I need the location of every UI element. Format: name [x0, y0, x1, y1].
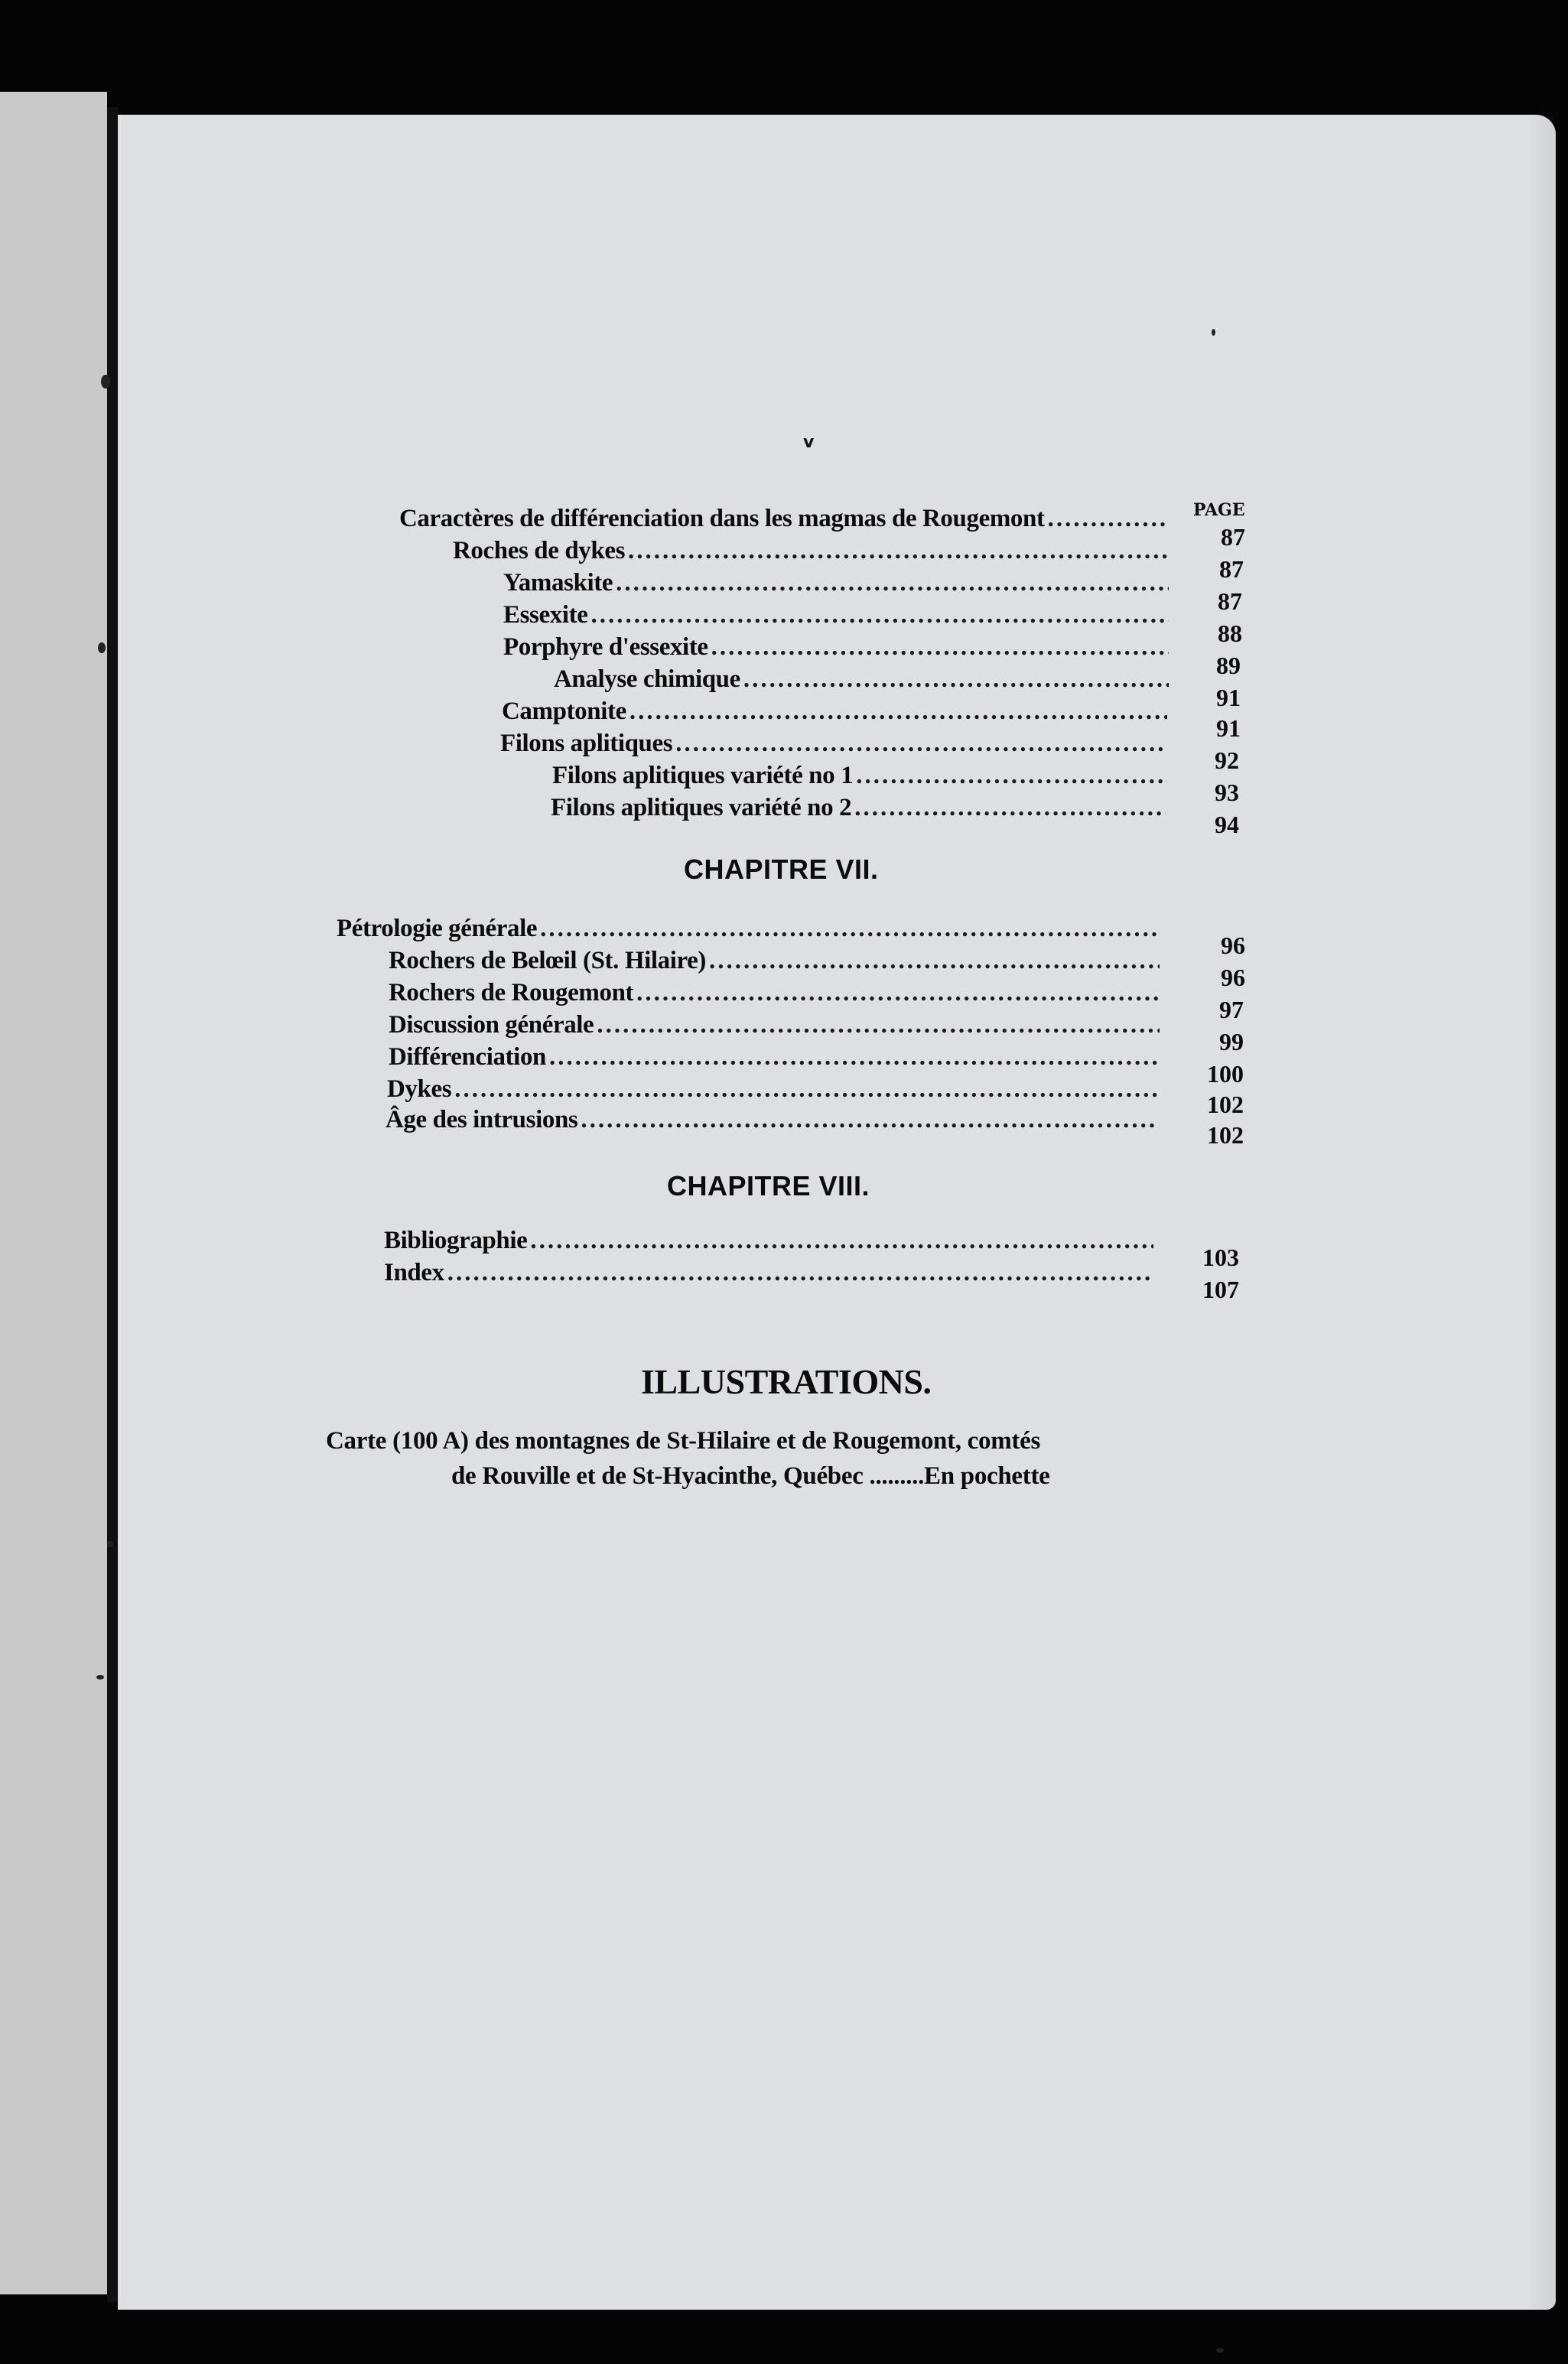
page-column-label: PAGE [1193, 500, 1245, 520]
dot-leader [856, 762, 1167, 790]
dot-leader [597, 1011, 1160, 1039]
scan-speck [1212, 329, 1215, 336]
toc-entry [387, 1075, 1161, 1109]
dot-leader [447, 1259, 1153, 1287]
toc-entry-page: 97 [1219, 996, 1244, 1023]
toc-entry-page: 99 [1219, 1028, 1244, 1055]
toc-entry-page: 100 [1207, 1060, 1244, 1088]
dot-leader [675, 730, 1167, 758]
toc-entry-label: Filons aplitiques variété no 1 [552, 762, 854, 789]
roman-page-number: v [803, 433, 815, 452]
toc-entry-page: 91 [1216, 714, 1241, 742]
toc-entry-label: Filons aplitiques variété no 2 [551, 794, 852, 821]
toc-entry-label: Dykes [387, 1075, 452, 1103]
dot-leader [590, 601, 1169, 629]
toc-entry-page: 96 [1221, 932, 1245, 959]
dot-leader [581, 1106, 1158, 1134]
toc-entry [503, 569, 1172, 603]
dot-leader [743, 665, 1169, 694]
toc-entry-label: Différenciation [389, 1043, 547, 1071]
toc-entry-page: 89 [1216, 652, 1241, 679]
chapter-heading: CHAPITRE VII. [684, 854, 879, 885]
dot-leader [629, 697, 1167, 726]
illustration-entry-line-1: Carte (100 A) des montagnes de St-Hilaire et de Rougemont, comtés [326, 1427, 1040, 1455]
toc-entry-label: Roches de dykes [453, 537, 626, 564]
facing-page-edge [0, 92, 107, 2294]
document-page [118, 115, 1556, 2310]
dot-leader [854, 794, 1166, 822]
toc-entry [389, 1011, 1163, 1045]
toc-entry-page: 93 [1215, 779, 1239, 806]
toc-entry-page: 103 [1202, 1244, 1239, 1271]
toc-entry-label: Caractères de différenciation dans les magmas de Rougemont [399, 505, 1045, 532]
toc-entry [453, 537, 1172, 571]
toc-entry [385, 1106, 1161, 1140]
binding-mark [101, 375, 110, 389]
toc-entry-label: Essexite [503, 601, 588, 629]
toc-entry-label: Yamaskite [503, 569, 613, 597]
chapter-heading: CHAPITRE VIII. [667, 1170, 870, 1202]
toc-entry-page: 87 [1219, 555, 1244, 583]
toc-entry-page: 94 [1215, 811, 1239, 838]
illustration-entry-line-2: de Rouville et de St-Hyacinthe, Québec .........En pochette [451, 1462, 1050, 1490]
toc-entry [389, 979, 1163, 1013]
binding-mark [107, 1541, 113, 1547]
toc-entry [384, 1259, 1156, 1293]
dot-leader [628, 537, 1169, 565]
toc-entry [552, 762, 1170, 795]
toc-entry [503, 601, 1172, 635]
toc-entry [399, 505, 1172, 538]
toc-entry [500, 730, 1170, 763]
book-spine [107, 107, 118, 2302]
toc-entry [554, 665, 1172, 699]
toc-entry-page: 92 [1215, 746, 1239, 774]
toc-entry-label: Analyse chimique [554, 665, 740, 693]
toc-entry-label: Camptonite [502, 697, 626, 725]
dot-leader [549, 1043, 1160, 1071]
toc-entry-page: 87 [1221, 523, 1245, 551]
dot-leader [454, 1075, 1158, 1104]
toc-entry [389, 947, 1163, 980]
toc-entry [503, 633, 1172, 667]
toc-entry [384, 1227, 1156, 1260]
toc-entry-page: 107 [1202, 1276, 1239, 1303]
binding-mark [98, 642, 106, 653]
toc-entry-page: 102 [1207, 1121, 1244, 1149]
toc-entry-page: 88 [1218, 619, 1242, 647]
toc-entry-page: 87 [1218, 587, 1242, 615]
page-edge-shadow [1525, 115, 1556, 2310]
toc-entry [502, 697, 1170, 731]
dot-leader [711, 633, 1169, 662]
dot-leader [616, 569, 1169, 597]
toc-entry-label: Porphyre d'essexite [503, 633, 708, 661]
toc-entry-label: Rochers de Rougemont [389, 979, 634, 1006]
scan-speck [1216, 2348, 1224, 2353]
dot-leader [1048, 505, 1169, 533]
toc-entry-page: 96 [1221, 964, 1245, 991]
toc-entry [389, 1043, 1163, 1077]
dot-leader [530, 1227, 1153, 1255]
illustrations-heading: ILLUSTRATIONS. [641, 1362, 932, 1401]
dot-leader [636, 979, 1160, 1007]
toc-entry-label: Pétrologie générale [337, 915, 538, 942]
toc-entry [337, 915, 1163, 948]
toc-entry-label: Bibliographie [384, 1227, 528, 1254]
binding-mark [96, 1675, 104, 1680]
toc-entry-label: Index [384, 1259, 444, 1286]
toc-entry-label: Âge des intrusions [385, 1106, 578, 1133]
dot-leader [709, 947, 1160, 975]
toc-entry-label: Rochers de Belœil (St. Hilaire) [389, 947, 707, 974]
toc-entry-page: 91 [1216, 684, 1241, 711]
dot-leader [540, 915, 1160, 943]
toc-entry-label: Discussion générale [389, 1011, 594, 1039]
toc-entry-page: 102 [1207, 1091, 1244, 1118]
toc-entry [551, 794, 1169, 828]
toc-entry-label: Filons aplitiques [500, 730, 673, 757]
